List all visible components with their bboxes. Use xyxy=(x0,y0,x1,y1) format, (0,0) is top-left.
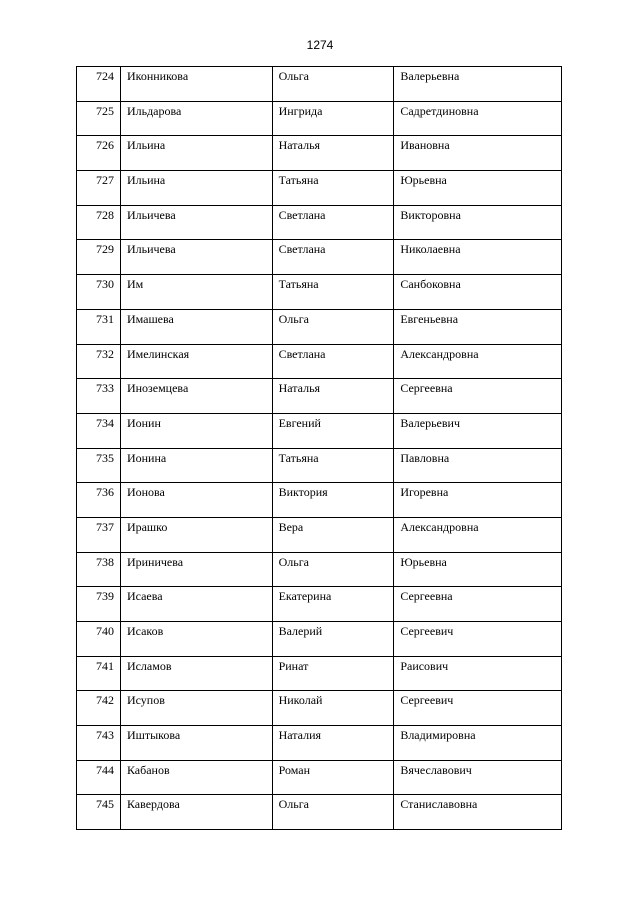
table-row xyxy=(77,379,562,414)
patronymic-cell: Александровна xyxy=(394,517,562,552)
last-name-cell: Им xyxy=(120,275,272,310)
last-name-cell: Исаков xyxy=(120,622,272,657)
roster-table-body xyxy=(77,67,562,830)
first-name-cell: Валерий xyxy=(272,622,394,657)
table-row xyxy=(77,691,562,726)
patronymic-cell: Вячеславович xyxy=(394,760,562,795)
table-row xyxy=(77,240,562,275)
patronymic-cell: Владимировна xyxy=(394,726,562,761)
table-row xyxy=(77,413,562,448)
first-name-cell: Светлана xyxy=(272,240,394,275)
row-number-cell: 732 xyxy=(77,344,121,379)
table-row xyxy=(77,309,562,344)
first-name-cell: Наталья xyxy=(272,379,394,414)
first-name-cell: Светлана xyxy=(272,344,394,379)
row-number-cell: 734 xyxy=(77,413,121,448)
patronymic-cell: Санбоковна xyxy=(394,275,562,310)
first-name-cell: Ольга xyxy=(272,552,394,587)
row-number-cell: 737 xyxy=(77,517,121,552)
last-name-cell: Исаева xyxy=(120,587,272,622)
row-number-cell: 738 xyxy=(77,552,121,587)
patronymic-cell: Александровна xyxy=(394,344,562,379)
row-number-cell: 728 xyxy=(77,205,121,240)
table-row xyxy=(77,101,562,136)
roster-table xyxy=(76,66,562,830)
table-row xyxy=(77,275,562,310)
patronymic-cell: Юрьевна xyxy=(394,552,562,587)
table-row xyxy=(77,656,562,691)
row-number-cell: 729 xyxy=(77,240,121,275)
table-row xyxy=(77,67,562,102)
last-name-cell: Ильичева xyxy=(120,240,272,275)
patronymic-cell: Викторовна xyxy=(394,205,562,240)
first-name-cell: Ингрида xyxy=(272,101,394,136)
first-name-cell: Татьяна xyxy=(272,171,394,206)
row-number-cell: 744 xyxy=(77,760,121,795)
patronymic-cell: Раисович xyxy=(394,656,562,691)
patronymic-cell: Станиславовна xyxy=(394,795,562,830)
row-number-cell: 735 xyxy=(77,448,121,483)
row-number-cell: 733 xyxy=(77,379,121,414)
first-name-cell: Ольга xyxy=(272,309,394,344)
patronymic-cell: Садретдиновна xyxy=(394,101,562,136)
last-name-cell: Ильдарова xyxy=(120,101,272,136)
patronymic-cell: Сергеевна xyxy=(394,379,562,414)
last-name-cell: Ионин xyxy=(120,413,272,448)
last-name-cell: Кабанов xyxy=(120,760,272,795)
first-name-cell: Ринат xyxy=(272,656,394,691)
row-number-cell: 742 xyxy=(77,691,121,726)
table-row xyxy=(77,760,562,795)
last-name-cell: Иноземцева xyxy=(120,379,272,414)
last-name-cell: Ионова xyxy=(120,483,272,518)
row-number-cell: 726 xyxy=(77,136,121,171)
table-row xyxy=(77,448,562,483)
row-number-cell: 740 xyxy=(77,622,121,657)
patronymic-cell: Игоревна xyxy=(394,483,562,518)
table-row xyxy=(77,483,562,518)
row-number-cell: 743 xyxy=(77,726,121,761)
last-name-cell: Ильина xyxy=(120,171,272,206)
last-name-cell: Иконникова xyxy=(120,67,272,102)
first-name-cell: Ольга xyxy=(272,795,394,830)
row-number-cell: 745 xyxy=(77,795,121,830)
first-name-cell: Светлана xyxy=(272,205,394,240)
table-row xyxy=(77,587,562,622)
patronymic-cell: Сергеевич xyxy=(394,691,562,726)
last-name-cell: Имашева xyxy=(120,309,272,344)
table-row xyxy=(77,205,562,240)
table-row xyxy=(77,136,562,171)
table-row xyxy=(77,795,562,830)
first-name-cell: Татьяна xyxy=(272,448,394,483)
patronymic-cell: Павловна xyxy=(394,448,562,483)
last-name-cell: Иштыкова xyxy=(120,726,272,761)
last-name-cell: Ильичева xyxy=(120,205,272,240)
last-name-cell: Исламов xyxy=(120,656,272,691)
row-number-cell: 741 xyxy=(77,656,121,691)
row-number-cell: 731 xyxy=(77,309,121,344)
last-name-cell: Имелинская xyxy=(120,344,272,379)
table-row xyxy=(77,517,562,552)
row-number-cell: 736 xyxy=(77,483,121,518)
first-name-cell: Наталия xyxy=(272,726,394,761)
first-name-cell: Вера xyxy=(272,517,394,552)
row-number-cell: 724 xyxy=(77,67,121,102)
row-number-cell: 727 xyxy=(77,171,121,206)
patronymic-cell: Ивановна xyxy=(394,136,562,171)
row-number-cell: 730 xyxy=(77,275,121,310)
last-name-cell: Ильина xyxy=(120,136,272,171)
last-name-cell: Ирашко xyxy=(120,517,272,552)
patronymic-cell: Юрьевна xyxy=(394,171,562,206)
last-name-cell: Ионина xyxy=(120,448,272,483)
patronymic-cell: Евгеньевна xyxy=(394,309,562,344)
patronymic-cell: Валерьевич xyxy=(394,413,562,448)
first-name-cell: Роман xyxy=(272,760,394,795)
patronymic-cell: Николаевна xyxy=(394,240,562,275)
last-name-cell: Ириничева xyxy=(120,552,272,587)
row-number-cell: 739 xyxy=(77,587,121,622)
table-row xyxy=(77,171,562,206)
table-row xyxy=(77,726,562,761)
patronymic-cell: Сергеевна xyxy=(394,587,562,622)
last-name-cell: Исупов xyxy=(120,691,272,726)
row-number-cell: 725 xyxy=(77,101,121,136)
first-name-cell: Евгений xyxy=(272,413,394,448)
first-name-cell: Татьяна xyxy=(272,275,394,310)
table-row xyxy=(77,552,562,587)
patronymic-cell: Валерьевна xyxy=(394,67,562,102)
first-name-cell: Екатерина xyxy=(272,587,394,622)
table-row xyxy=(77,344,562,379)
first-name-cell: Виктория xyxy=(272,483,394,518)
first-name-cell: Ольга xyxy=(272,67,394,102)
first-name-cell: Николай xyxy=(272,691,394,726)
table-row xyxy=(77,622,562,657)
last-name-cell: Кавердова xyxy=(120,795,272,830)
page-number: 1274 xyxy=(306,38,334,52)
first-name-cell: Наталья xyxy=(272,136,394,171)
patronymic-cell: Сергеевич xyxy=(394,622,562,657)
